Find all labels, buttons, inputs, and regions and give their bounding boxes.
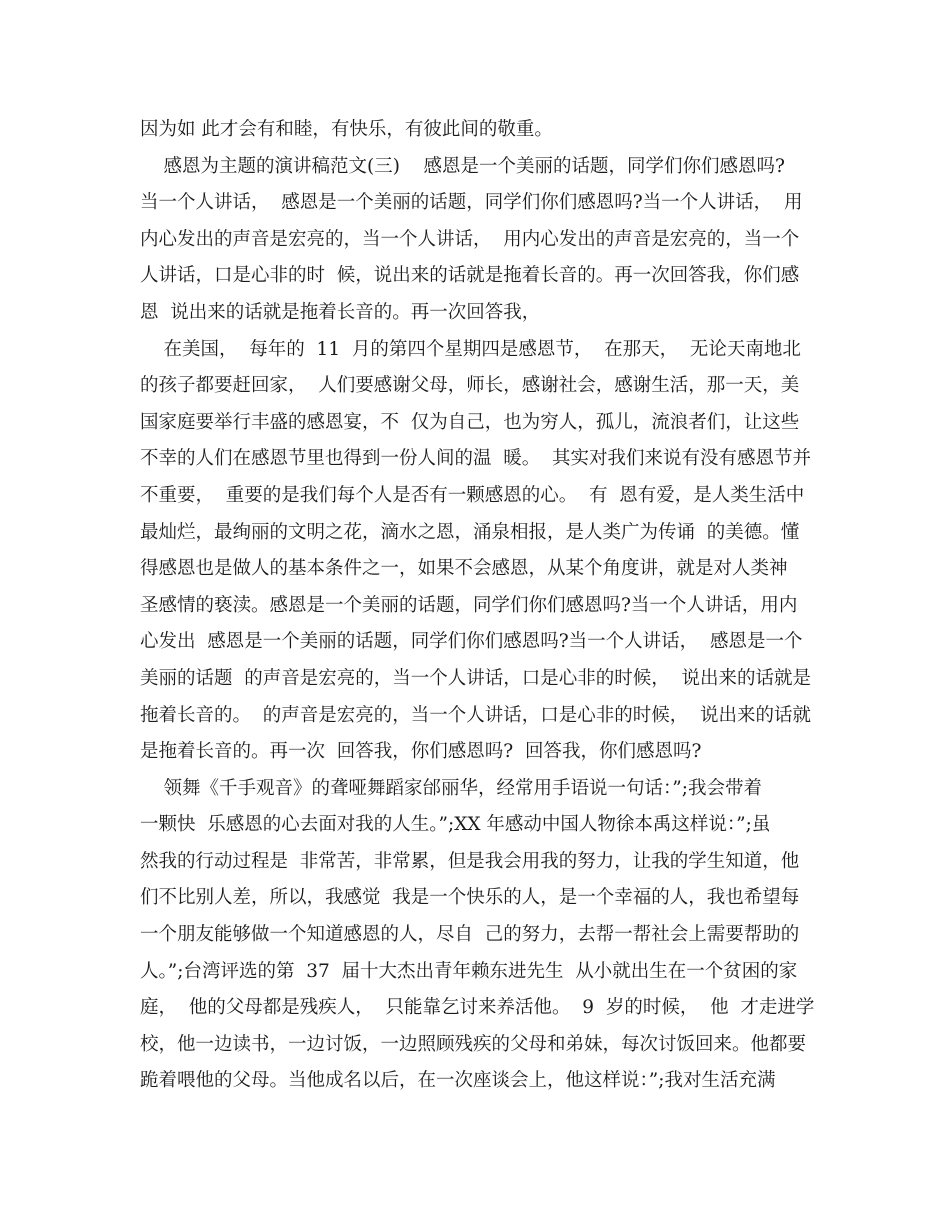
text-line: 校，他一边读书，一边讨饭，一边照顾残疾的父母和弟妹，每次讨饭回来。他都要	[140, 1033, 807, 1055]
text-line: 人。”;台湾评选的第 37 届十大杰出青年赖东进先生 从小就出生在一个贫困的家	[140, 960, 798, 982]
text-line: 不幸的人们在感恩节里也得到一份人间的温 暖。 其实对我们来说有没有感恩节并	[140, 448, 812, 470]
text-line: 内心发出的声音是宏亮的，当一个人讲话， 用内心发出的声音是宏亮的，当一个	[140, 228, 800, 250]
text-line: 感恩为主题的演讲稿范文(三) 感恩是一个美丽的话题，同学们你们感恩吗?	[140, 155, 785, 177]
text-line: 恩 说出来的话就是拖着长音的。再一次回答我，	[140, 301, 541, 323]
text-line: 人讲话，口是心非的时 候，说出来的话就是拖着长音的。再一次回答我，你们感	[140, 265, 800, 287]
text-line: 们不比别人差，所以，我感觉 我是一个快乐的人，是一个幸福的人，我也希望每	[140, 887, 800, 909]
text-line: 然我的行动过程是 非常苦，非常累，但是我会用我的努力，让我的学生知道，他	[140, 850, 800, 872]
text-line: 圣感情的亵渎。感恩是一个美丽的话题，同学们你们感恩吗?当一个人讲话，用内	[140, 594, 798, 616]
text-line: 心发出 感恩是一个美丽的话题，同学们你们感恩吗?当一个人讲话， 感恩是一个	[140, 631, 803, 653]
text-line: 最灿烂，最绚丽的文明之花，滴水之恩，涌泉相报，是人类广为传诵 的美德。懂	[140, 521, 800, 543]
text-line: 一个朋友能够做一个知道感恩的人，尽自 己的努力，去帮一帮社会上需要帮助的	[140, 924, 800, 946]
text-line: 的孩子都要赶回家， 人们要感谢父母，师长，感谢社会，感谢生活，那一天，美	[140, 375, 800, 397]
text-line: 一颗快 乐感恩的心去面对我的人生。”;XX 年感动中国人物徐本禹这样说：”;虽	[140, 814, 771, 836]
body-text	[140, 112, 830, 1100]
text-line: 美丽的话题 的声音是宏亮的，当一个人讲话，口是心非的时候， 说出来的话就是	[140, 667, 812, 689]
text-line: 国家庭要举行丰盛的感恩宴，不 仅为自己，也为穷人，孤儿，流浪者们，让这些	[140, 411, 800, 433]
text-line: 因为如 此才会有和睦，有快乐，有彼此间的敬重。	[140, 119, 553, 140]
text-line: 庭， 他的父母都是残疾人， 只能靠乞讨来养活他。 9 岁的时候， 他 才走进学	[140, 997, 815, 1019]
text-line: 拖着长音的。 的声音是宏亮的，当一个人讲话，口是心非的时候， 说出来的话就	[140, 704, 812, 726]
text-line: 当一个人讲话， 感恩是一个美丽的话题，同学们你们感恩吗?当一个人讲话， 用	[140, 192, 803, 214]
text-line: 不重要， 重要的是我们每个人是否有一颗感恩的心。 有 恩有爱，是人类生活中	[140, 484, 805, 506]
text-line: 在美国， 每年的 11 月的第四个星期四是感恩节， 在那天， 无论天南地北	[140, 338, 801, 360]
text-line: 得感恩也是做人的基本条件之一，如果不会感恩，从某个角度讲，就是对人类神	[140, 558, 788, 580]
text-line: 是拖着长音的。再一次 回答我，你们感恩吗? 回答我，你们感恩吗?	[140, 741, 702, 763]
text-line: 领舞《千手观音》的聋哑舞蹈家邰丽华，经常用手语说一句话：”;我会带着	[140, 777, 762, 799]
text-line: 跪着喂他的父母。当他成名以后，在一次座谈会上，他这样说：”;我对生活充满	[140, 1070, 776, 1092]
